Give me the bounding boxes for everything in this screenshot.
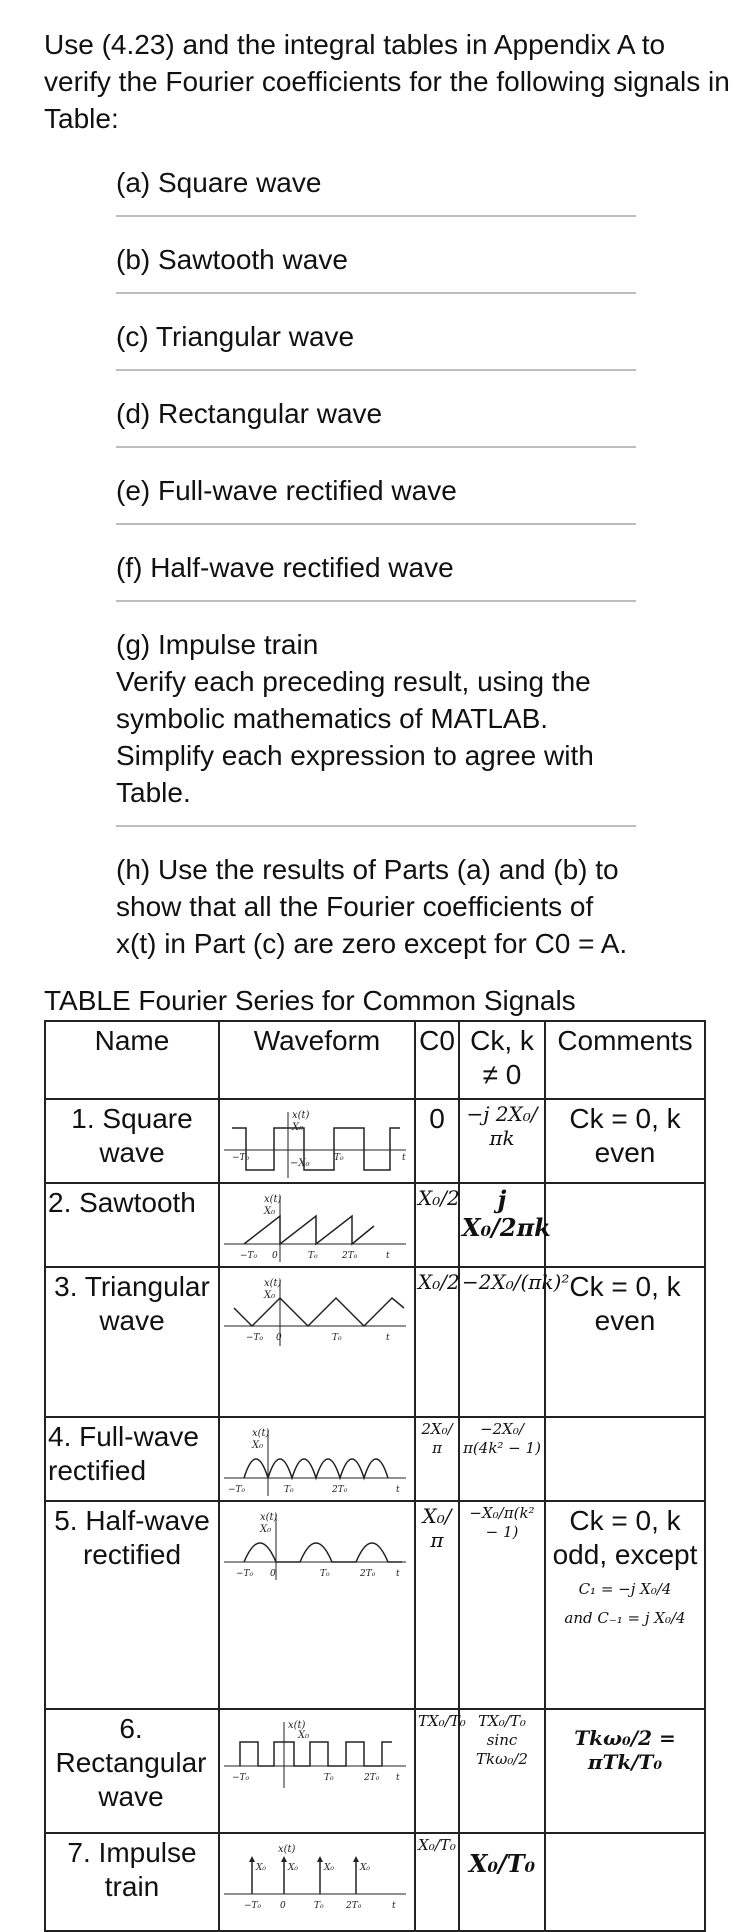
row-c0: X₀/π bbox=[415, 1501, 459, 1709]
svg-text:−T₀: −T₀ bbox=[244, 1901, 262, 1911]
row-comment bbox=[545, 1417, 705, 1501]
svg-text:t: t bbox=[402, 1153, 406, 1163]
waveform-sawtooth bbox=[219, 1183, 415, 1267]
svg-text:t: t bbox=[396, 1569, 400, 1579]
waveform-triangular bbox=[219, 1267, 415, 1417]
waveform-half-wave bbox=[219, 1501, 415, 1709]
svg-text:x(t): x(t) bbox=[292, 1110, 310, 1121]
row-ck: −2X₀/π(4k² − 1) bbox=[459, 1417, 545, 1501]
fourier-series-table bbox=[44, 1020, 706, 1932]
svg-text:0: 0 bbox=[272, 1251, 278, 1261]
svg-text:2T₀: 2T₀ bbox=[360, 1569, 376, 1579]
row-c0: 0 bbox=[415, 1099, 459, 1183]
svg-text:T₀: T₀ bbox=[284, 1485, 294, 1495]
svg-text:t: t bbox=[396, 1773, 400, 1783]
svg-text:2T₀: 2T₀ bbox=[346, 1901, 362, 1911]
row-name: 4. Full-wave rectified bbox=[45, 1417, 219, 1501]
waveform-rectangular bbox=[219, 1709, 415, 1833]
svg-text:X₀: X₀ bbox=[292, 1122, 304, 1133]
svg-text:T₀: T₀ bbox=[320, 1569, 330, 1579]
half-wave-plot bbox=[224, 1510, 410, 1582]
svg-text:x(t): x(t) bbox=[288, 1720, 306, 1731]
triangular-wave-plot bbox=[224, 1276, 410, 1348]
header-c0: C0 bbox=[415, 1021, 459, 1099]
svg-text:x(t): x(t) bbox=[278, 1844, 296, 1855]
svg-text:2T₀: 2T₀ bbox=[332, 1485, 348, 1495]
svg-text:x(t): x(t) bbox=[260, 1512, 278, 1523]
row-c0: X₀/2 bbox=[415, 1183, 459, 1267]
table-title: TABLE Fourier Series for Common Signals bbox=[44, 985, 576, 1016]
svg-text:2T₀: 2T₀ bbox=[342, 1251, 358, 1261]
row-comment bbox=[545, 1501, 705, 1709]
part-g: (g) Impulse train Verify each preceding result, using the symbolic mathematics of MATLAB. Simplify each expression to agree with Table. bbox=[116, 620, 636, 827]
row-name: 5. Half-wave rectified bbox=[45, 1501, 219, 1709]
svg-text:X₀: X₀ bbox=[264, 1206, 276, 1217]
comment-c-1: and C₋₁ = j X₀/4 bbox=[564, 1609, 686, 1627]
row-c0: 2X₀/π bbox=[415, 1417, 459, 1501]
part-b: (b) Sawtooth wave bbox=[116, 235, 636, 294]
svg-text:0: 0 bbox=[270, 1569, 276, 1579]
row-ck: −j 2X₀/πk bbox=[459, 1099, 545, 1183]
impulse-train-plot bbox=[224, 1842, 410, 1914]
row-comment: Ck = 0, k even bbox=[545, 1267, 705, 1417]
part-c: (c) Triangular wave bbox=[116, 312, 636, 371]
svg-text:0: 0 bbox=[276, 1333, 282, 1343]
svg-text:2T₀: 2T₀ bbox=[364, 1773, 380, 1783]
svg-text:T₀: T₀ bbox=[332, 1333, 342, 1343]
svg-text:X₀: X₀ bbox=[288, 1863, 299, 1873]
full-wave-plot bbox=[224, 1426, 410, 1498]
svg-text:X₀: X₀ bbox=[360, 1863, 371, 1873]
row-c0: X₀/2 bbox=[415, 1267, 459, 1417]
svg-text:x(t): x(t) bbox=[264, 1194, 282, 1205]
svg-text:−T₀: −T₀ bbox=[232, 1153, 250, 1163]
svg-text:X₀: X₀ bbox=[264, 1290, 276, 1301]
row-ck: j X₀/2πk bbox=[459, 1183, 545, 1267]
sawtooth-wave-plot bbox=[224, 1192, 410, 1264]
svg-text:T₀: T₀ bbox=[324, 1773, 334, 1783]
part-a: (a) Square wave bbox=[116, 158, 636, 217]
waveform-square bbox=[219, 1099, 415, 1183]
svg-text:X₀: X₀ bbox=[298, 1730, 310, 1741]
rectangular-wave-plot bbox=[224, 1718, 410, 1790]
svg-text:t: t bbox=[396, 1485, 400, 1495]
waveform-impulse bbox=[219, 1833, 415, 1931]
row-c0: TX₀/T₀ bbox=[415, 1709, 459, 1833]
row-name: 1. Square wave bbox=[45, 1099, 219, 1183]
svg-text:−T₀: −T₀ bbox=[228, 1485, 246, 1495]
svg-text:−T₀: −T₀ bbox=[236, 1569, 254, 1579]
svg-text:T₀: T₀ bbox=[314, 1901, 324, 1911]
waveform-full-wave bbox=[219, 1417, 415, 1501]
row-name: 3. Triangular wave bbox=[45, 1267, 219, 1417]
table-row bbox=[45, 1267, 705, 1417]
row-ck: TX₀/T₀ sinc Tkω₀/2 bbox=[459, 1709, 545, 1833]
table-row bbox=[45, 1709, 705, 1833]
svg-text:T₀: T₀ bbox=[308, 1251, 318, 1261]
square-wave-plot bbox=[224, 1108, 410, 1180]
row-name: 7. Impulse train bbox=[45, 1833, 219, 1931]
part-d: (d) Rectangular wave bbox=[116, 389, 636, 448]
header-ck: Ck, k ≠ 0 bbox=[459, 1021, 545, 1099]
row-comment: Ck = 0, k even bbox=[545, 1099, 705, 1183]
svg-text:−T₀: −T₀ bbox=[246, 1333, 264, 1343]
table-row bbox=[45, 1183, 705, 1267]
part-f: (f) Half-wave rectified wave bbox=[116, 543, 636, 602]
parts-list bbox=[116, 158, 636, 994]
row-c0: X₀/T₀ bbox=[415, 1833, 459, 1931]
row-comment bbox=[545, 1833, 705, 1931]
svg-text:0: 0 bbox=[280, 1901, 286, 1911]
row-comment bbox=[545, 1709, 705, 1833]
part-h: (h) Use the results of Parts (a) and (b) to show that all the Fourier coefficients of x(t) in Part (c) are zero except for C0 = A. bbox=[116, 854, 628, 959]
table-row bbox=[45, 1833, 705, 1931]
part-e: (e) Full-wave rectified wave bbox=[116, 466, 636, 525]
header-name: Name bbox=[45, 1021, 219, 1099]
problem-intro: Use (4.23) and the integral tables in Appendix A to verify the Fourier coefficients for the following signals in Table: bbox=[44, 29, 730, 134]
svg-text:T₀: T₀ bbox=[334, 1153, 344, 1163]
comment-c1: C₁ = −j X₀/4 bbox=[578, 1580, 672, 1598]
svg-text:X₀: X₀ bbox=[252, 1440, 264, 1451]
row-comment bbox=[545, 1183, 705, 1267]
header-waveform: Waveform bbox=[219, 1021, 415, 1099]
svg-text:−T₀: −T₀ bbox=[232, 1773, 250, 1783]
svg-text:x(t): x(t) bbox=[264, 1278, 282, 1289]
svg-text:t: t bbox=[392, 1901, 396, 1911]
svg-text:X₀: X₀ bbox=[256, 1863, 267, 1873]
svg-text:−X₀: −X₀ bbox=[290, 1158, 310, 1169]
svg-text:t: t bbox=[386, 1251, 390, 1261]
svg-text:X₀: X₀ bbox=[324, 1863, 335, 1873]
row-name: 6. Rectangular wave bbox=[45, 1709, 219, 1833]
svg-text:t: t bbox=[386, 1333, 390, 1343]
table-row bbox=[45, 1501, 705, 1709]
table-row bbox=[45, 1417, 705, 1501]
row-name: 2. Sawtooth bbox=[45, 1183, 219, 1267]
table-row bbox=[45, 1099, 705, 1183]
svg-text:X₀: X₀ bbox=[260, 1524, 272, 1535]
comment-math: Tkω₀/2 = πTk/T₀ bbox=[574, 1726, 676, 1774]
row-ck: −X₀/π(k² − 1) bbox=[459, 1501, 545, 1709]
row-ck: −2X₀/(πk)² bbox=[459, 1267, 545, 1417]
header-comments: Comments bbox=[545, 1021, 705, 1099]
svg-text:−T₀: −T₀ bbox=[240, 1251, 258, 1261]
row-ck: X₀/T₀ bbox=[459, 1833, 545, 1931]
svg-text:x(t): x(t) bbox=[252, 1428, 270, 1439]
comment-text: Ck = 0, k odd, except bbox=[552, 1505, 698, 1570]
